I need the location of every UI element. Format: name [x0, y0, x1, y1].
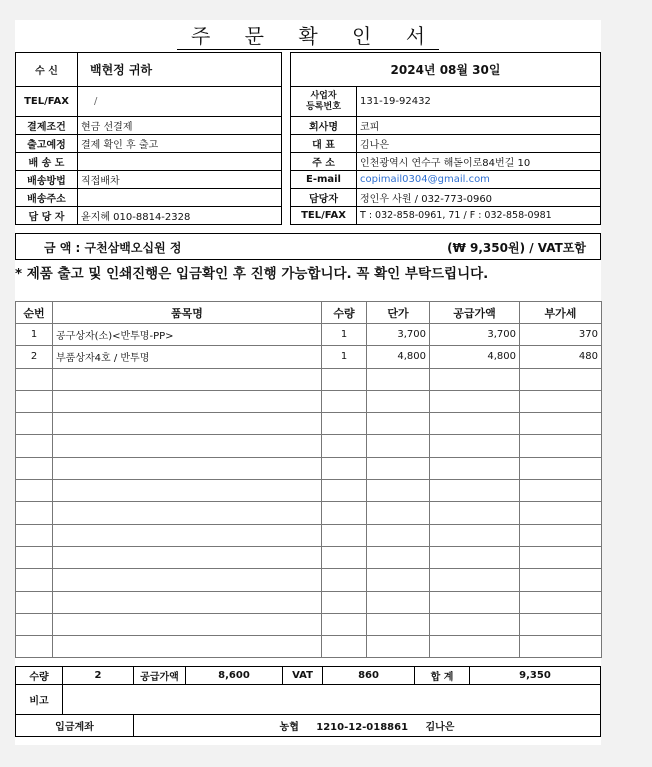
empty-cell [520, 435, 602, 457]
empty-cell [322, 502, 367, 524]
email-label: E-mail [291, 171, 357, 189]
item-name: 공구상자(소)<반투명-PP> [53, 324, 322, 346]
empty-cell [16, 613, 53, 635]
empty-cell [16, 457, 53, 479]
empty-table-row [16, 457, 602, 479]
amount-total: (₩ 9,350원) / VAT포함 [447, 241, 586, 255]
empty-cell [520, 480, 602, 502]
table-row [16, 324, 602, 346]
remarks-label: 비고 [16, 685, 63, 715]
empty-cell [430, 435, 520, 457]
empty-cell [53, 591, 322, 613]
empty-cell [367, 502, 430, 524]
summary-qty: 2 [63, 667, 134, 685]
summary-table [15, 666, 601, 737]
empty-cell [322, 368, 367, 390]
empty-cell [367, 480, 430, 502]
header-supply: 공급가액 [430, 302, 520, 324]
item-no: 1 [16, 324, 53, 346]
amount-text: 금 액 : 구천삼백오십원 정 [44, 241, 182, 255]
empty-cell [16, 502, 53, 524]
ceo-label: 대 표 [291, 135, 357, 153]
ship-addr-label: 배송주소 [16, 189, 78, 207]
amount-box [15, 233, 601, 260]
ship-method-value: 직접배차 [78, 171, 282, 189]
bizno-value: 131-19-92432 [357, 87, 601, 117]
ship-place-value [78, 153, 282, 171]
payment-value: 현금 선결제 [78, 117, 282, 135]
empty-table-row [16, 368, 602, 390]
summary-vat-label: VAT [283, 667, 323, 685]
recipient-table [15, 52, 282, 225]
header-qty: 수량 [322, 302, 367, 324]
telfax-label: TEL/FAX [16, 87, 78, 117]
empty-cell [520, 569, 602, 591]
empty-cell [520, 591, 602, 613]
summary-total-label: 합 계 [415, 667, 470, 685]
empty-cell [367, 546, 430, 568]
empty-cell [322, 435, 367, 457]
empty-cell [322, 390, 367, 412]
release-label: 출고예정 [16, 135, 78, 153]
empty-cell [53, 613, 322, 635]
summary-supply-label: 공급가액 [134, 667, 186, 685]
item-no: 2 [16, 346, 53, 368]
ship-place-label: 배 송 도 [16, 153, 78, 171]
empty-cell [322, 457, 367, 479]
empty-cell [53, 457, 322, 479]
empty-cell [16, 546, 53, 568]
empty-cell [322, 480, 367, 502]
ship-addr-value [78, 189, 282, 207]
empty-cell [53, 524, 322, 546]
summary-vat: 860 [323, 667, 415, 685]
empty-cell [16, 390, 53, 412]
address-label: 주 소 [291, 153, 357, 171]
empty-cell [520, 546, 602, 568]
empty-cell [322, 591, 367, 613]
empty-table-row [16, 524, 602, 546]
remarks-value [63, 685, 601, 715]
empty-cell [367, 457, 430, 479]
items-table [15, 301, 602, 658]
empty-cell [430, 569, 520, 591]
contact-value: 정인우 사원 / 032-773-0960 [357, 189, 601, 207]
summary-qty-label: 수량 [16, 667, 63, 685]
empty-cell [53, 435, 322, 457]
empty-cell [322, 546, 367, 568]
release-value: 결제 확인 후 출고 [78, 135, 282, 153]
empty-cell [367, 435, 430, 457]
ship-method-label: 배송방법 [16, 171, 78, 189]
empty-cell [16, 435, 53, 457]
empty-cell [430, 546, 520, 568]
empty-cell [16, 636, 53, 658]
empty-cell [430, 502, 520, 524]
empty-cell [53, 569, 322, 591]
table-row [16, 346, 602, 368]
supplier-telfax-label: TEL/FAX [291, 207, 357, 225]
empty-cell [367, 591, 430, 613]
empty-cell [16, 524, 53, 546]
empty-cell [53, 546, 322, 568]
empty-cell [430, 368, 520, 390]
empty-cell [53, 636, 322, 658]
empty-cell [430, 636, 520, 658]
empty-cell [520, 390, 602, 412]
empty-cell [322, 524, 367, 546]
empty-cell [367, 613, 430, 635]
bizno-label-line1: 사업자 [310, 90, 337, 101]
empty-cell [367, 569, 430, 591]
empty-cell [430, 480, 520, 502]
empty-cell [53, 502, 322, 524]
item-name: 부품상자4호 / 반투명 [53, 346, 322, 368]
item-unit-price: 4,800 [367, 346, 430, 368]
recipient-label: 수 신 [16, 53, 78, 87]
empty-cell [520, 613, 602, 635]
empty-cell [367, 390, 430, 412]
empty-cell [520, 636, 602, 658]
header-vat: 부가세 [520, 302, 602, 324]
summary-total: 9,350 [470, 667, 601, 685]
empty-cell [53, 390, 322, 412]
header-unit-price: 단가 [367, 302, 430, 324]
bizno-label-line2: 등록번호 [306, 101, 341, 112]
header-no: 순번 [16, 302, 53, 324]
empty-cell [367, 524, 430, 546]
empty-cell [430, 390, 520, 412]
empty-table-row [16, 636, 602, 658]
header-item: 품목명 [53, 302, 322, 324]
company-value: 코피 [357, 117, 601, 135]
empty-cell [16, 569, 53, 591]
empty-table-row [16, 613, 602, 635]
empty-cell [322, 569, 367, 591]
order-date: 2024년 08월 30일 [291, 53, 601, 87]
empty-cell [367, 636, 430, 658]
empty-cell [322, 413, 367, 435]
item-vat: 480 [520, 346, 602, 368]
empty-cell [53, 480, 322, 502]
telfax-value: / [78, 87, 282, 117]
summary-supply: 8,600 [186, 667, 283, 685]
supplier-telfax-value: T : 032-858-0961, 71 / F : 032-858-0981 [357, 207, 601, 225]
empty-cell [367, 368, 430, 390]
empty-cell [520, 413, 602, 435]
manager-value: 윤지혜 010-8814-2328 [78, 207, 282, 225]
contact-label: 담당자 [291, 189, 357, 207]
empty-cell [322, 636, 367, 658]
empty-cell [520, 502, 602, 524]
empty-cell [16, 591, 53, 613]
address-value: 인천광역시 연수구 해돋이로84번길 10 [357, 153, 601, 171]
item-supply: 4,800 [430, 346, 520, 368]
empty-table-row [16, 480, 602, 502]
empty-cell [430, 457, 520, 479]
empty-cell [53, 413, 322, 435]
empty-table-row [16, 502, 602, 524]
recipient-value: 백현정 귀하 [78, 53, 282, 87]
empty-cell [520, 368, 602, 390]
empty-cell [430, 591, 520, 613]
order-confirmation-sheet [15, 20, 601, 745]
ceo-value: 김나은 [357, 135, 601, 153]
empty-table-row [16, 591, 602, 613]
empty-table-row [16, 569, 602, 591]
empty-cell [430, 524, 520, 546]
email-link[interactable]: copimail0304@gmail.com [357, 171, 601, 189]
account-value: 농협 1210-12-018861 김나은 [134, 715, 601, 737]
empty-cell [367, 413, 430, 435]
empty-cell [430, 613, 520, 635]
empty-cell [16, 368, 53, 390]
empty-cell [322, 613, 367, 635]
item-unit-price: 3,700 [367, 324, 430, 346]
company-label: 회사명 [291, 117, 357, 135]
payment-label: 결제조건 [16, 117, 78, 135]
item-supply: 3,700 [430, 324, 520, 346]
account-label: 입금계좌 [16, 715, 134, 737]
empty-table-row [16, 390, 602, 412]
empty-table-row [16, 435, 602, 457]
bizno-label [291, 87, 357, 117]
document-title: 주 문 확 인 서 [15, 20, 601, 49]
item-qty: 1 [322, 324, 367, 346]
empty-cell [16, 413, 53, 435]
empty-cell [520, 457, 602, 479]
supplier-table [290, 52, 601, 225]
empty-table-row [16, 546, 602, 568]
empty-cell [16, 480, 53, 502]
empty-cell [430, 413, 520, 435]
empty-cell [520, 524, 602, 546]
manager-label: 담 당 자 [16, 207, 78, 225]
empty-cell [53, 368, 322, 390]
item-vat: 370 [520, 324, 602, 346]
notice-text: * 제품 출고 및 인쇄진행은 입금확인 후 진행 가능합니다. 꼭 확인 부탁드립니다. [15, 266, 489, 282]
item-qty: 1 [322, 346, 367, 368]
empty-table-row [16, 413, 602, 435]
